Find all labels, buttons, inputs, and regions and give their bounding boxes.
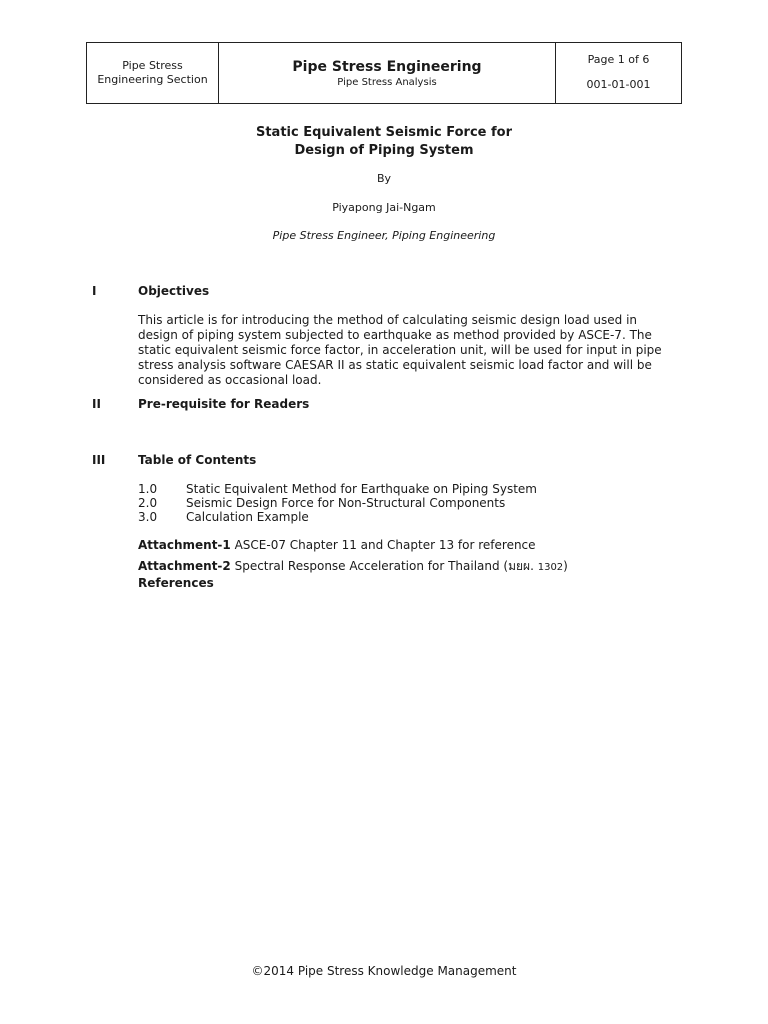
toc-item [138,510,309,524]
attachment-2-code: 1302 [537,562,564,573]
section-number-toc: III [92,453,106,467]
toc-item-number: 3.0 [138,510,158,524]
document-title-line1: Static Equivalent Seismic Force for [255,125,512,140]
header-title-cell [219,43,556,103]
toc-item [138,482,537,496]
by-label: By [376,172,392,185]
toc-item-title: Calculation Example [186,510,309,524]
header-doc-number: 001-01-001 [586,78,651,91]
header-section-line2: Engineering Section [97,73,208,86]
attachment-1-text: ASCE-07 Chapter 11 and Chapter 13 for reference [230,538,536,552]
header-section-line1: Pipe Stress [122,59,183,72]
attachment-2-text: Spectral Response Acceleration for Thailand (มยผ. [230,559,538,573]
attachment-2-tail: ) [563,559,568,573]
section-number-prerequisite: II [92,397,101,411]
header-page-number: Page 1 of 6 [587,53,650,66]
header-page-cell [556,43,681,103]
document-title-line2: Design of Piping System [294,143,474,158]
author-affiliation: Pipe Stress Engineer, Piping Engineering [272,229,496,242]
header-table [86,42,682,104]
attachment-1 [138,538,536,552]
toc-item-number: 1.0 [138,482,158,496]
toc-item [138,496,505,510]
objectives-paragraph: This article is for introducing the method of calculating seismic design load used in design of piping system subjected to earthquake as method provided by ASCE-7. The static equivalent seismic force factor, in acceleration unit, will be used for input in pipe stress analysis software CAESAR II as static equivalent seismic load factor and will be considered as occasional load. [138,313,662,387]
attachment-2 [138,557,568,576]
toc-item-number: 2.0 [138,496,158,510]
section-title-objectives: Objectives [138,284,210,298]
attachment-2-label: Attachment-2 [138,559,231,573]
toc-item-title: Seismic Design Force for Non-Structural Components [186,496,506,510]
author-name: Piyapong Jai-Ngam [332,201,436,214]
section-title-toc: Table of Contents [138,453,257,467]
header-main-title: Pipe Stress Engineering [292,58,482,75]
attachment-1-label: Attachment-1 [138,538,231,552]
toc-item-title: Static Equivalent Method for Earthquake on Piping System [186,482,537,496]
section-title-prerequisite: Pre-requisite for Readers [138,397,310,411]
references-heading: References [138,576,214,590]
footer-copyright: ©2014 Pipe Stress Knowledge Management [251,964,517,978]
section-number-objectives: I [92,284,97,298]
document-title [0,124,768,160]
header-sub-title: Pipe Stress Analysis [337,76,437,88]
header-section-cell [87,43,219,103]
